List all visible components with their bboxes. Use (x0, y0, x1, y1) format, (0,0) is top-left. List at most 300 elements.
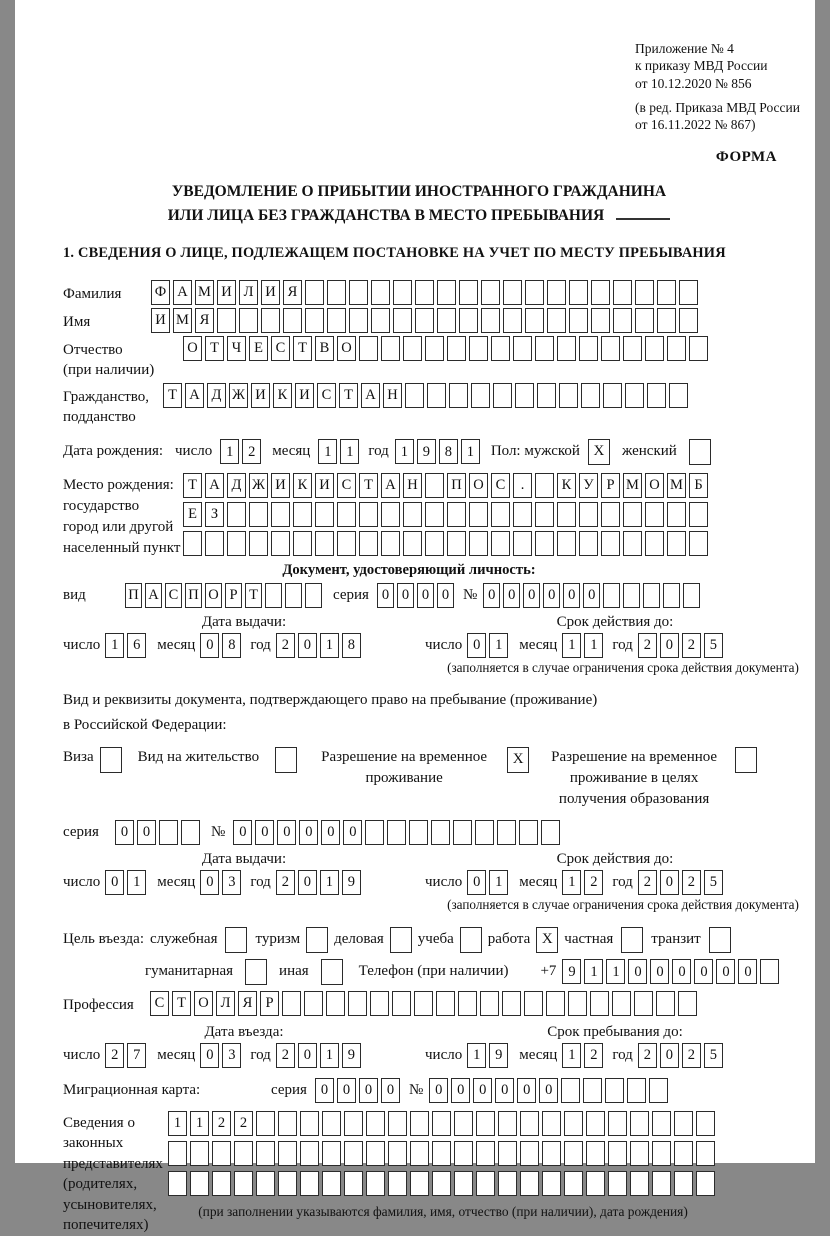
char-cell[interactable] (476, 1171, 495, 1196)
char-cell[interactable]: 0 (451, 1078, 470, 1103)
char-cell[interactable]: 0 (298, 870, 317, 895)
char-cell[interactable] (447, 502, 466, 527)
char-cell[interactable] (305, 583, 322, 608)
char-cell[interactable]: 0 (255, 820, 274, 845)
char-cell[interactable] (541, 820, 560, 845)
char-cell[interactable]: Я (195, 308, 214, 333)
char-cell[interactable]: 0 (660, 633, 679, 658)
char-cell[interactable] (392, 991, 411, 1016)
char-cell[interactable] (387, 820, 406, 845)
char-cell[interactable] (608, 1141, 627, 1166)
char-cell[interactable]: Ж (229, 383, 248, 408)
char-cell[interactable]: И (217, 280, 236, 305)
char-cell[interactable]: 3 (222, 870, 241, 895)
char-cell[interactable] (405, 383, 424, 408)
char-cell[interactable] (278, 1141, 297, 1166)
char-cell[interactable] (437, 308, 456, 333)
char-cell[interactable] (234, 1141, 253, 1166)
char-cell[interactable] (300, 1171, 319, 1196)
char-cell[interactable]: 1 (320, 1043, 339, 1068)
char-cell[interactable]: С (337, 473, 356, 498)
purpose-tourism-checkbox[interactable] (306, 927, 328, 953)
char-cell[interactable] (348, 991, 367, 1016)
char-cell[interactable] (635, 308, 654, 333)
char-cell[interactable] (760, 959, 779, 984)
char-cell[interactable]: 0 (417, 583, 434, 608)
char-cell[interactable] (542, 1141, 561, 1166)
char-cell[interactable] (475, 820, 494, 845)
char-cell[interactable] (645, 531, 664, 556)
char-cell[interactable] (586, 1141, 605, 1166)
char-cell[interactable]: 2 (276, 1043, 295, 1068)
char-cell[interactable] (327, 308, 346, 333)
char-cell[interactable]: О (645, 473, 664, 498)
char-cell[interactable]: 1 (320, 633, 339, 658)
char-cell[interactable] (683, 583, 700, 608)
char-cell[interactable] (547, 308, 566, 333)
char-cell[interactable]: Р (260, 991, 279, 1016)
char-cell[interactable]: 1 (562, 1043, 581, 1068)
purpose-other-checkbox[interactable] (321, 959, 343, 985)
char-cell[interactable]: М (195, 280, 214, 305)
char-cell[interactable]: 0 (628, 959, 647, 984)
char-cell[interactable] (425, 473, 444, 498)
char-cell[interactable] (454, 1111, 473, 1136)
char-cell[interactable]: 0 (473, 1078, 492, 1103)
char-cell[interactable]: 0 (716, 959, 735, 984)
char-cell[interactable] (326, 991, 345, 1016)
char-cell[interactable] (322, 1141, 341, 1166)
char-cell[interactable] (388, 1111, 407, 1136)
char-cell[interactable]: П (185, 583, 202, 608)
char-cell[interactable]: 1 (168, 1111, 187, 1136)
char-cell[interactable]: 1 (584, 633, 603, 658)
char-cell[interactable]: Я (238, 991, 257, 1016)
char-cell[interactable] (454, 1171, 473, 1196)
char-cell[interactable]: 0 (105, 870, 124, 895)
char-cell[interactable]: 0 (298, 633, 317, 658)
char-cell[interactable] (513, 531, 532, 556)
char-cell[interactable] (601, 531, 620, 556)
char-cell[interactable]: Е (183, 502, 202, 527)
char-cell[interactable] (159, 820, 178, 845)
char-cell[interactable]: К (273, 383, 292, 408)
char-cell[interactable]: 0 (397, 583, 414, 608)
char-cell[interactable] (371, 280, 390, 305)
char-cell[interactable] (630, 1141, 649, 1166)
char-cell[interactable] (579, 531, 598, 556)
char-cell[interactable] (344, 1171, 363, 1196)
char-cell[interactable]: 1 (320, 870, 339, 895)
char-cell[interactable] (481, 280, 500, 305)
char-cell[interactable]: А (145, 583, 162, 608)
char-cell[interactable]: М (623, 473, 642, 498)
char-cell[interactable]: 1 (489, 870, 508, 895)
char-cell[interactable]: 2 (638, 1043, 657, 1068)
char-cell[interactable] (278, 1171, 297, 1196)
char-cell[interactable]: 0 (467, 633, 486, 658)
char-cell[interactable] (634, 991, 653, 1016)
char-cell[interactable] (627, 1078, 646, 1103)
purpose-official-checkbox[interactable] (225, 927, 247, 953)
title-blank-line[interactable] (616, 218, 670, 220)
char-cell[interactable] (344, 1141, 363, 1166)
char-cell[interactable] (337, 502, 356, 527)
char-cell[interactable] (300, 1141, 319, 1166)
char-cell[interactable] (625, 383, 644, 408)
char-cell[interactable]: Я (283, 280, 302, 305)
char-cell[interactable] (679, 280, 698, 305)
char-cell[interactable] (623, 531, 642, 556)
char-cell[interactable] (234, 1171, 253, 1196)
char-cell[interactable]: Р (225, 583, 242, 608)
char-cell[interactable] (696, 1141, 715, 1166)
char-cell[interactable] (493, 383, 512, 408)
char-cell[interactable] (601, 336, 620, 361)
char-cell[interactable] (403, 531, 422, 556)
char-cell[interactable]: 0 (321, 820, 340, 845)
char-cell[interactable] (365, 820, 384, 845)
char-cell[interactable] (256, 1141, 275, 1166)
char-cell[interactable] (586, 1171, 605, 1196)
char-cell[interactable] (432, 1111, 451, 1136)
char-cell[interactable]: Д (207, 383, 226, 408)
char-cell[interactable] (322, 1111, 341, 1136)
char-cell[interactable] (679, 308, 698, 333)
char-cell[interactable]: 2 (638, 633, 657, 658)
char-cell[interactable]: Т (205, 336, 224, 361)
char-cell[interactable] (497, 820, 516, 845)
char-cell[interactable]: С (491, 473, 510, 498)
char-cell[interactable] (603, 583, 620, 608)
char-cell[interactable] (227, 531, 246, 556)
char-cell[interactable]: А (381, 473, 400, 498)
char-cell[interactable]: 9 (489, 1043, 508, 1068)
char-cell[interactable] (669, 383, 688, 408)
char-cell[interactable]: 2 (682, 1043, 701, 1068)
purpose-transit-checkbox[interactable] (709, 927, 731, 953)
char-cell[interactable] (183, 531, 202, 556)
char-cell[interactable]: Д (227, 473, 246, 498)
char-cell[interactable] (547, 280, 566, 305)
char-cell[interactable]: 0 (650, 959, 669, 984)
char-cell[interactable]: С (150, 991, 169, 1016)
char-cell[interactable] (520, 1141, 539, 1166)
char-cell[interactable] (168, 1141, 187, 1166)
char-cell[interactable]: 0 (563, 583, 580, 608)
char-cell[interactable] (524, 991, 543, 1016)
char-cell[interactable] (515, 383, 534, 408)
char-cell[interactable] (513, 336, 532, 361)
char-cell[interactable]: П (447, 473, 466, 498)
char-cell[interactable] (315, 502, 334, 527)
char-cell[interactable] (623, 502, 642, 527)
char-cell[interactable]: Р (601, 473, 620, 498)
char-cell[interactable] (168, 1171, 187, 1196)
char-cell[interactable]: 0 (315, 1078, 334, 1103)
char-cell[interactable] (344, 1111, 363, 1136)
char-cell[interactable] (256, 1111, 275, 1136)
char-cell[interactable]: 1 (340, 439, 359, 464)
char-cell[interactable] (557, 502, 576, 527)
char-cell[interactable] (469, 531, 488, 556)
char-cell[interactable]: Ф (151, 280, 170, 305)
char-cell[interactable]: 1 (467, 1043, 486, 1068)
char-cell[interactable] (535, 502, 554, 527)
char-cell[interactable]: Т (339, 383, 358, 408)
char-cell[interactable] (293, 531, 312, 556)
char-cell[interactable] (613, 280, 632, 305)
purpose-study-checkbox[interactable] (460, 927, 482, 953)
char-cell[interactable]: 0 (503, 583, 520, 608)
purpose-humanitarian-checkbox[interactable] (245, 959, 267, 985)
char-cell[interactable] (469, 502, 488, 527)
purpose-business-checkbox[interactable] (390, 927, 412, 953)
char-cell[interactable]: 0 (539, 1078, 558, 1103)
char-cell[interactable]: С (317, 383, 336, 408)
char-cell[interactable] (559, 383, 578, 408)
char-cell[interactable]: И (295, 383, 314, 408)
char-cell[interactable] (327, 280, 346, 305)
char-cell[interactable] (480, 991, 499, 1016)
char-cell[interactable]: 1 (395, 439, 414, 464)
char-cell[interactable] (471, 383, 490, 408)
char-cell[interactable] (304, 991, 323, 1016)
char-cell[interactable]: И (315, 473, 334, 498)
char-cell[interactable]: В (315, 336, 334, 361)
char-cell[interactable] (447, 336, 466, 361)
char-cell[interactable]: 1 (461, 439, 480, 464)
char-cell[interactable]: 2 (682, 633, 701, 658)
char-cell[interactable]: И (271, 473, 290, 498)
char-cell[interactable] (657, 308, 676, 333)
char-cell[interactable] (678, 991, 697, 1016)
char-cell[interactable] (425, 502, 444, 527)
char-cell[interactable]: М (173, 308, 192, 333)
char-cell[interactable]: 0 (523, 583, 540, 608)
char-cell[interactable] (431, 820, 450, 845)
char-cell[interactable] (667, 336, 686, 361)
char-cell[interactable] (239, 308, 258, 333)
char-cell[interactable]: Л (239, 280, 258, 305)
char-cell[interactable]: 0 (429, 1078, 448, 1103)
char-cell[interactable] (542, 1111, 561, 1136)
char-cell[interactable] (381, 502, 400, 527)
char-cell[interactable]: М (667, 473, 686, 498)
char-cell[interactable]: 0 (672, 959, 691, 984)
char-cell[interactable] (181, 820, 200, 845)
char-cell[interactable]: Е (249, 336, 268, 361)
char-cell[interactable] (371, 308, 390, 333)
char-cell[interactable] (674, 1111, 693, 1136)
char-cell[interactable] (645, 502, 664, 527)
char-cell[interactable] (569, 308, 588, 333)
char-cell[interactable]: 8 (439, 439, 458, 464)
char-cell[interactable] (249, 502, 268, 527)
char-cell[interactable]: 1 (606, 959, 625, 984)
char-cell[interactable] (403, 336, 422, 361)
char-cell[interactable] (601, 502, 620, 527)
char-cell[interactable] (612, 991, 631, 1016)
char-cell[interactable] (568, 991, 587, 1016)
char-cell[interactable] (393, 280, 412, 305)
char-cell[interactable]: О (183, 336, 202, 361)
char-cell[interactable]: 0 (517, 1078, 536, 1103)
char-cell[interactable]: Т (163, 383, 182, 408)
char-cell[interactable] (663, 583, 680, 608)
char-cell[interactable]: 0 (483, 583, 500, 608)
char-cell[interactable] (519, 820, 538, 845)
char-cell[interactable]: С (165, 583, 182, 608)
temporary-residence-checkbox[interactable]: X (507, 747, 529, 773)
char-cell[interactable] (564, 1171, 583, 1196)
char-cell[interactable] (190, 1141, 209, 1166)
char-cell[interactable] (227, 502, 246, 527)
char-cell[interactable]: И (151, 308, 170, 333)
char-cell[interactable]: А (205, 473, 224, 498)
char-cell[interactable] (630, 1111, 649, 1136)
char-cell[interactable]: 7 (127, 1043, 146, 1068)
char-cell[interactable] (381, 531, 400, 556)
sex-female-checkbox[interactable] (689, 439, 711, 465)
char-cell[interactable]: 0 (583, 583, 600, 608)
char-cell[interactable] (476, 1141, 495, 1166)
char-cell[interactable]: И (261, 280, 280, 305)
char-cell[interactable] (503, 280, 522, 305)
char-cell[interactable] (359, 502, 378, 527)
char-cell[interactable] (689, 531, 708, 556)
char-cell[interactable] (608, 1171, 627, 1196)
char-cell[interactable] (359, 531, 378, 556)
char-cell[interactable]: З (205, 502, 224, 527)
char-cell[interactable]: 8 (342, 633, 361, 658)
char-cell[interactable] (647, 383, 666, 408)
char-cell[interactable] (569, 280, 588, 305)
char-cell[interactable]: 0 (115, 820, 134, 845)
char-cell[interactable]: Л (216, 991, 235, 1016)
char-cell[interactable]: 8 (222, 633, 241, 658)
char-cell[interactable]: 9 (342, 870, 361, 895)
char-cell[interactable]: 0 (381, 1078, 400, 1103)
char-cell[interactable]: 0 (359, 1078, 378, 1103)
char-cell[interactable]: О (337, 336, 356, 361)
char-cell[interactable] (388, 1171, 407, 1196)
purpose-work-checkbox[interactable]: X (536, 927, 558, 953)
char-cell[interactable]: 1 (220, 439, 239, 464)
char-cell[interactable] (520, 1171, 539, 1196)
temporary-residence-education-checkbox[interactable] (735, 747, 757, 773)
char-cell[interactable]: 0 (337, 1078, 356, 1103)
char-cell[interactable] (388, 1141, 407, 1166)
char-cell[interactable] (656, 991, 675, 1016)
char-cell[interactable] (449, 383, 468, 408)
char-cell[interactable] (436, 991, 455, 1016)
visa-checkbox[interactable] (100, 747, 122, 773)
char-cell[interactable]: 1 (190, 1111, 209, 1136)
char-cell[interactable] (283, 308, 302, 333)
char-cell[interactable] (293, 502, 312, 527)
char-cell[interactable]: Б (689, 473, 708, 498)
char-cell[interactable] (498, 1141, 517, 1166)
char-cell[interactable] (425, 336, 444, 361)
char-cell[interactable] (271, 502, 290, 527)
char-cell[interactable]: 9 (342, 1043, 361, 1068)
char-cell[interactable] (564, 1111, 583, 1136)
sex-male-checkbox[interactable]: X (588, 439, 610, 465)
char-cell[interactable] (454, 1141, 473, 1166)
char-cell[interactable]: 5 (704, 633, 723, 658)
char-cell[interactable] (432, 1171, 451, 1196)
char-cell[interactable] (645, 336, 664, 361)
char-cell[interactable] (603, 383, 622, 408)
char-cell[interactable] (491, 531, 510, 556)
char-cell[interactable]: 1 (105, 633, 124, 658)
char-cell[interactable] (265, 583, 282, 608)
char-cell[interactable]: 0 (137, 820, 156, 845)
char-cell[interactable]: 1 (584, 959, 603, 984)
char-cell[interactable] (605, 1078, 624, 1103)
char-cell[interactable]: 0 (377, 583, 394, 608)
char-cell[interactable] (689, 502, 708, 527)
char-cell[interactable] (415, 308, 434, 333)
char-cell[interactable]: 9 (562, 959, 581, 984)
char-cell[interactable] (366, 1111, 385, 1136)
char-cell[interactable] (667, 531, 686, 556)
char-cell[interactable]: 5 (704, 870, 723, 895)
char-cell[interactable] (212, 1171, 231, 1196)
char-cell[interactable]: 1 (562, 633, 581, 658)
char-cell[interactable]: А (173, 280, 192, 305)
char-cell[interactable] (481, 308, 500, 333)
char-cell[interactable]: Т (183, 473, 202, 498)
char-cell[interactable]: 0 (437, 583, 454, 608)
char-cell[interactable] (337, 531, 356, 556)
char-cell[interactable] (366, 1171, 385, 1196)
char-cell[interactable] (217, 308, 236, 333)
char-cell[interactable] (366, 1141, 385, 1166)
char-cell[interactable]: 0 (233, 820, 252, 845)
char-cell[interactable] (415, 280, 434, 305)
char-cell[interactable]: Н (403, 473, 422, 498)
char-cell[interactable] (546, 991, 565, 1016)
char-cell[interactable] (381, 336, 400, 361)
char-cell[interactable] (498, 1171, 517, 1196)
char-cell[interactable] (623, 336, 642, 361)
char-cell[interactable] (535, 531, 554, 556)
char-cell[interactable]: Т (293, 336, 312, 361)
char-cell[interactable] (608, 1111, 627, 1136)
char-cell[interactable] (586, 1111, 605, 1136)
char-cell[interactable] (525, 280, 544, 305)
char-cell[interactable]: 0 (467, 870, 486, 895)
char-cell[interactable]: Н (383, 383, 402, 408)
char-cell[interactable] (359, 336, 378, 361)
char-cell[interactable] (498, 1111, 517, 1136)
char-cell[interactable] (579, 502, 598, 527)
char-cell[interactable]: С (271, 336, 290, 361)
char-cell[interactable] (256, 1171, 275, 1196)
char-cell[interactable]: 9 (417, 439, 436, 464)
char-cell[interactable]: 0 (543, 583, 560, 608)
char-cell[interactable]: 2 (276, 870, 295, 895)
char-cell[interactable] (535, 473, 554, 498)
char-cell[interactable]: К (557, 473, 576, 498)
char-cell[interactable]: А (185, 383, 204, 408)
char-cell[interactable] (458, 991, 477, 1016)
char-cell[interactable] (649, 1078, 668, 1103)
char-cell[interactable]: Т (172, 991, 191, 1016)
char-cell[interactable] (535, 336, 554, 361)
